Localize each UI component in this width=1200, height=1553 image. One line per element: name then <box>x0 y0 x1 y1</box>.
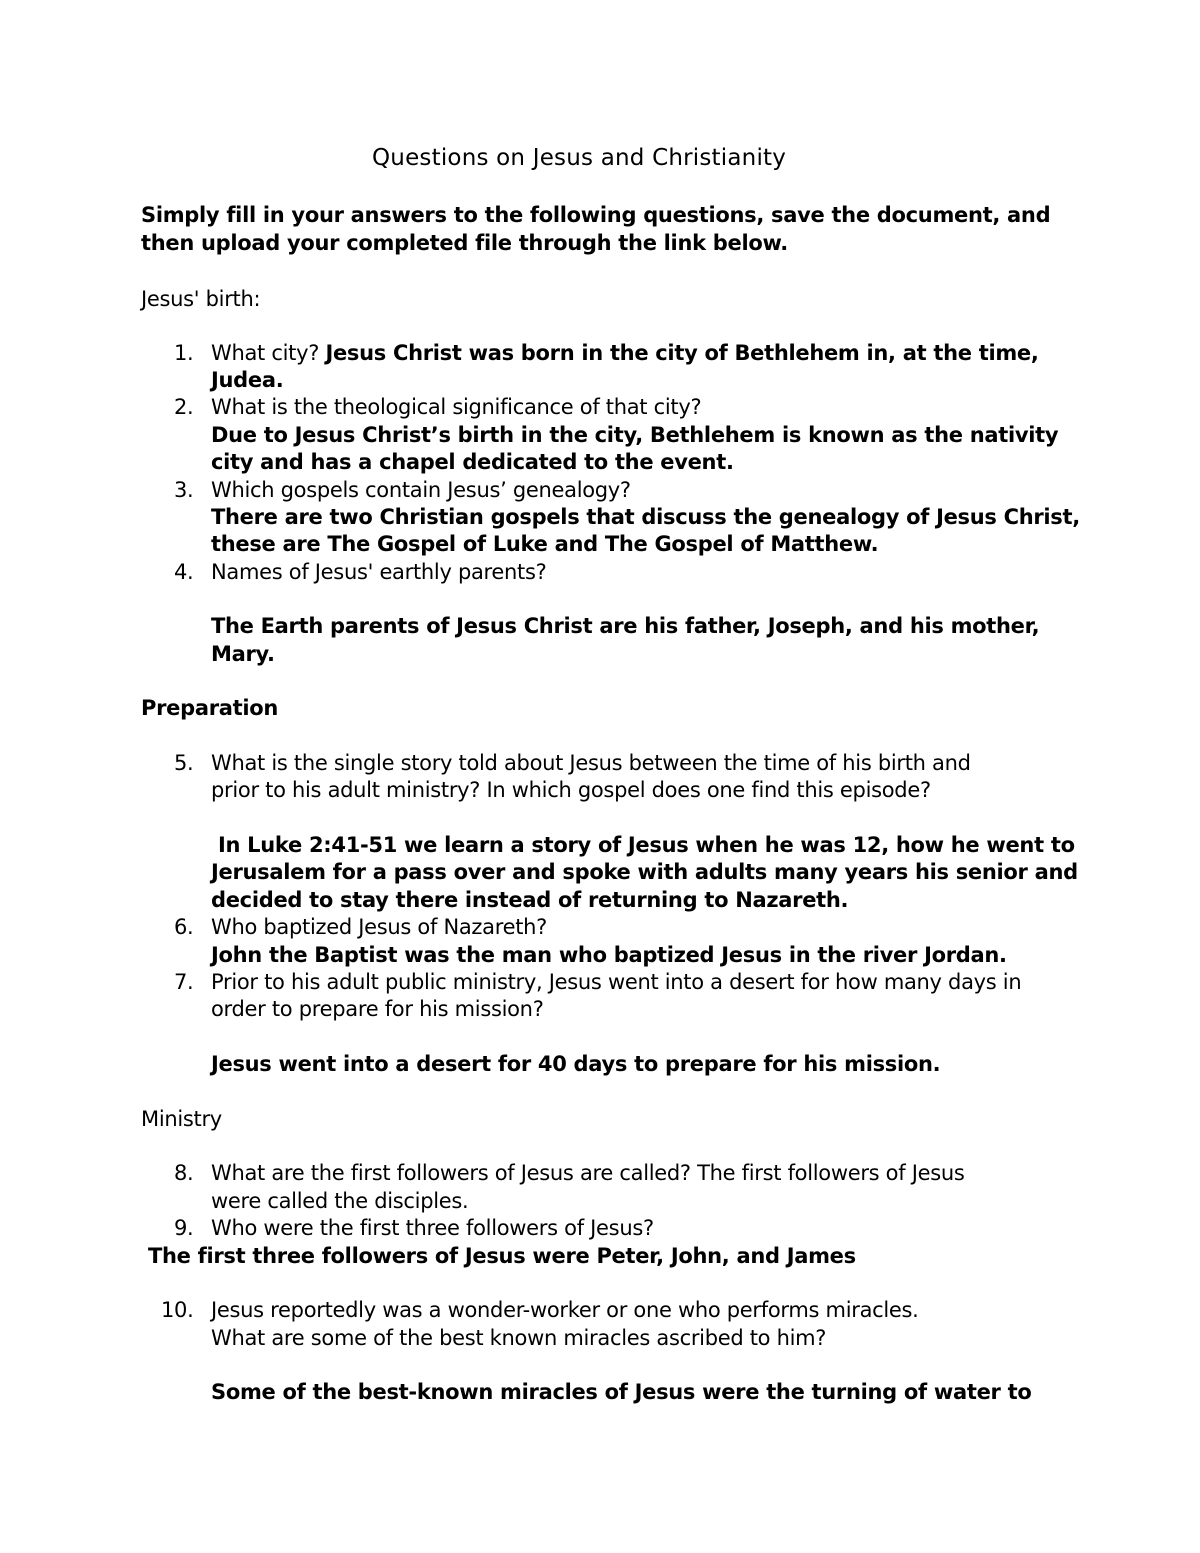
answer-q9: The first three followers of Jesus were Peter, John, and James <box>148 1244 856 1268</box>
answer-q2-line-1: Due to Jesus Christ’s birth in the city, Bethlehem is known as the nativity <box>211 423 1059 447</box>
answer-q3-line-1: There are two Christian gospels that discuss the genealogy of Jesus Christ, <box>211 505 1080 529</box>
question-q5-line-1: What is the single story told about Jesus between the time of his birth and <box>211 751 971 775</box>
item-number: 4. <box>174 560 194 584</box>
answer-q1-line-1: Jesus Christ was born in the city of Bethlehem in, at the time, <box>325 341 1039 365</box>
question-q6: Who baptized Jesus of Nazareth? <box>211 915 547 939</box>
question-q9: Who were the first three followers of Jesus? <box>211 1216 654 1240</box>
answer-q5-line-1: In Luke 2:41-51 we learn a story of Jesus when he was 12, how he went to <box>211 833 1075 857</box>
answer-q7: Jesus went into a desert for 40 days to prepare for his mission. <box>211 1052 941 1076</box>
question-q8-line-2: were called the disciples. <box>211 1189 469 1213</box>
question-q10-line-1: Jesus reportedly was a wonder-worker or one who performs miracles. <box>211 1298 919 1322</box>
item-number: 8. <box>174 1161 194 1185</box>
question-q8-line-1: What are the first followers of Jesus are called? The first followers of Jesus <box>211 1161 965 1185</box>
item-number: 2. <box>174 395 194 419</box>
intro-line-1: Simply fill in your answers to the following questions, save the document, and <box>141 203 1051 227</box>
section-heading-birth: Jesus' birth: <box>141 287 261 311</box>
question-q5-line-2: prior to his adult ministry? In which gospel does one find this episode? <box>211 778 931 802</box>
answer-q4-line-2: Mary. <box>211 642 275 666</box>
document-title: Questions on Jesus and Christianity <box>372 145 787 171</box>
answer-q4-line-1: The Earth parents of Jesus Christ are his father, Joseph, and his mother, <box>211 614 1040 638</box>
answer-q1-line-2: Judea. <box>211 368 284 392</box>
question-q10-line-2: What are some of the best known miracles ascribed to him? <box>211 1326 827 1350</box>
item-number: 5. <box>174 751 194 775</box>
answer-q5-line-3: decided to stay there instead of returning to Nazareth. <box>211 888 849 912</box>
item-number: 3. <box>174 478 194 502</box>
section-heading-ministry: Ministry <box>141 1107 222 1131</box>
item-number: 10. <box>161 1298 194 1322</box>
item-number: 6. <box>174 915 194 939</box>
answer-q10: Some of the best-known miracles of Jesus were the turning of water to <box>211 1380 1032 1404</box>
intro-line-2: then upload your completed file through the link below. <box>141 231 788 255</box>
question-q4: Names of Jesus' earthly parents? <box>211 560 547 584</box>
question-q2: What is the theological significance of that city? <box>211 395 702 419</box>
answer-q5-line-2: Jerusalem for a pass over and spoke with adults many years his senior and <box>211 860 1078 884</box>
item-number: 9. <box>174 1216 194 1240</box>
question-q1: What city? <box>211 341 320 365</box>
item-number: 1. <box>174 341 194 365</box>
section-heading-preparation: Preparation <box>141 696 279 720</box>
question-q7-line-1: Prior to his adult public ministry, Jesus went into a desert for how many days in <box>211 970 1022 994</box>
question-q3: Which gospels contain Jesus’ genealogy? <box>211 478 631 502</box>
question-q7-line-2: order to prepare for his mission? <box>211 997 544 1021</box>
answer-q6: John the Baptist was the man who baptized Jesus in the river Jordan. <box>211 943 1007 967</box>
answer-q2-line-2: city and has a chapel dedicated to the event. <box>211 450 734 474</box>
answer-q3-line-2: these are The Gospel of Luke and The Gospel of Matthew. <box>211 532 879 556</box>
question-text <box>211 339 1039 367</box>
item-number: 7. <box>174 970 194 994</box>
